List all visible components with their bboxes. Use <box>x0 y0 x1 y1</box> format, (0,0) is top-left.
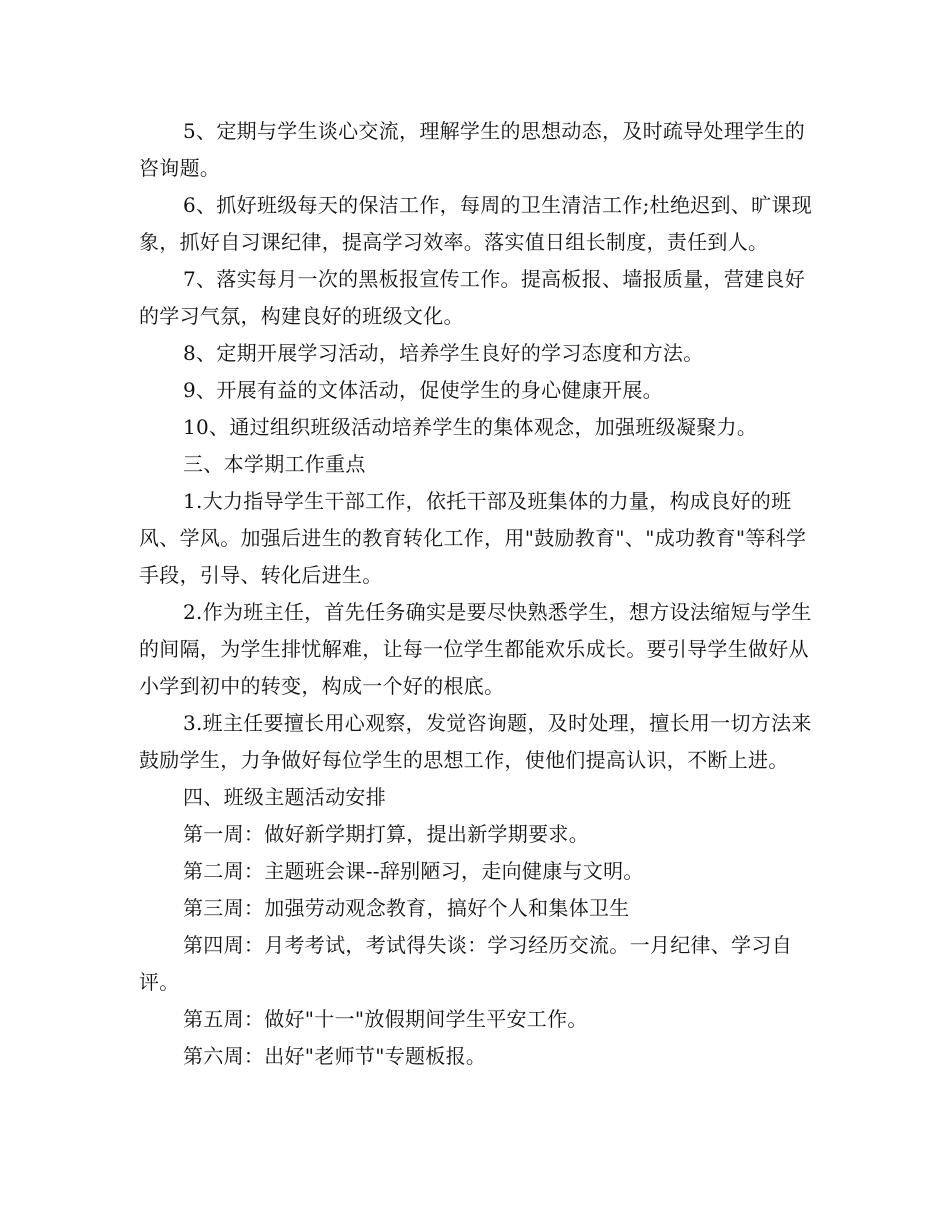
week-item-2: 第二周：主题班会课--辞别陋习，走向健康与文明。 <box>183 859 644 883</box>
document-body <box>139 113 815 1075</box>
week-item-4: 第四周：月考考试，考试得失谈：学习经历交流。一月纪律、学习自评。 <box>139 933 792 994</box>
section-heading-4: 四、班级主题活动安排 <box>183 785 386 809</box>
paragraph-item-10: 10、通过组织班级活动培养学生的集体观念，加强班级凝聚力。 <box>183 415 758 439</box>
paragraph-item-6: 6、抓好班级每天的保洁工作，每周的卫生清洁工作;杜绝迟到、旷课现象，抓好自习课纪律，提高学习效率。落实值日组长制度，责任到人。 <box>139 193 813 254</box>
week-item-6: 第六周：出好"老师节"专题板报。 <box>183 1044 487 1068</box>
focus-item-3: 3.班主任要擅长用心观察，发觉咨询题，及时处理，擅长用一切方法来鼓励学生，力争做好每位学生的思想工作，使他们提高认识，不断上进。 <box>139 711 812 772</box>
focus-item-2: 2.作为班主任，首先任务确实是要尽快熟悉学生，想方设法缩短与学生的间隔，为学生排忧解难，让每一位学生都能欢乐成长。要引导学生做好从小学到初中的转变，构成一个好的根底。 <box>139 600 812 698</box>
paragraph-item-7: 7、落实每月一次的黑板报宣传工作。提高板报、墙报质量，营建良好的学习气氛，构建良好的班级文化。 <box>139 267 806 328</box>
week-item-1: 第一周：做好新学期打算，提出新学期要求。 <box>183 822 589 846</box>
week-item-3: 第三周：加强劳动观念教育，搞好个人和集体卫生 <box>183 896 630 920</box>
paragraph-item-9: 9、开展有益的文体活动，促使学生的身心健康开展。 <box>183 378 663 402</box>
section-heading-3: 三、本学期工作重点 <box>183 452 366 476</box>
week-item-5: 第五周：做好"十一"放假期间学生平安工作。 <box>183 1007 588 1031</box>
paragraph-item-8: 8、定期开展学习活动，培养学生良好的学习态度和方法。 <box>183 341 704 365</box>
focus-item-1: 1.大力指导学生干部工作，依托干部及班集体的力量，构成良好的班风、学风。加强后进生的教育转化工作，用"鼓励教育"、"成功教育"等科学手段，引导、转化后进生。 <box>139 489 807 587</box>
paragraph-item-5: 5、定期与学生谈心交流，理解学生的思想动态，及时疏导处理学生的咨询题。 <box>139 119 806 180</box>
